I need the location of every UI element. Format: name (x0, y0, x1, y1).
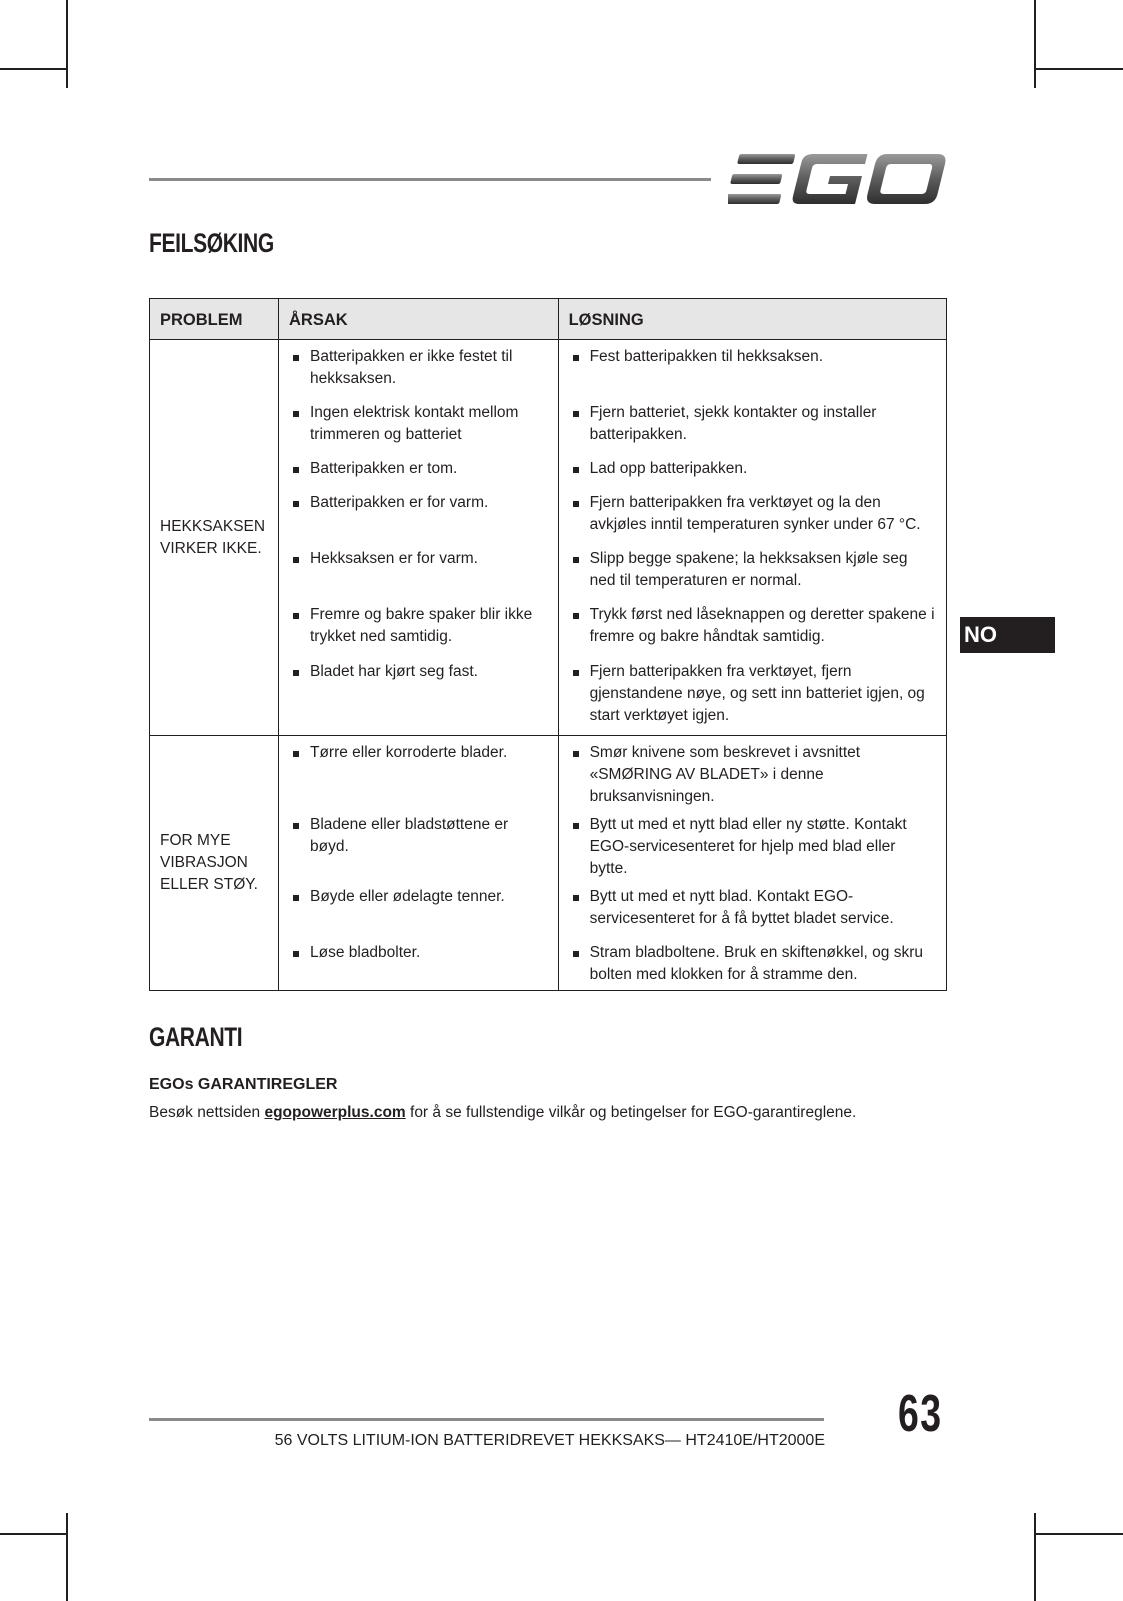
warranty-subtitle: EGOs GARANTIREGLER (149, 1076, 338, 1093)
solution-cell (558, 598, 946, 655)
solution-cell (558, 655, 946, 736)
crop-mark (66, 1513, 68, 1601)
solution-cell (558, 396, 946, 452)
cause-item: Tørre eller korroderte blader. (291, 742, 548, 764)
problem-line: VIBRASJON (160, 854, 248, 871)
cause-cell (278, 598, 558, 655)
cause-cell (278, 736, 558, 809)
cause-cell (278, 452, 558, 486)
crop-mark (66, 0, 68, 88)
solution-item: Slipp begge spakene; la hekksaksen kjøle seg ned til temperaturen er normal. (571, 548, 936, 592)
solution-item: Fjern batteripakken fra verktøyet og la den avkjøles inntil temperaturen synker under 67 °C. (571, 492, 936, 536)
troubleshooting-table (149, 298, 947, 991)
warranty-text-after: for å se fullstendige vilkår og betingelser for EGO-garantireglene. (405, 1104, 857, 1121)
solution-item: Smør knivene som beskrevet i avsnittet «SMØRING AV BLADET» i denne bruksanvisningen. (571, 742, 936, 808)
problem-cell (150, 340, 279, 736)
footer-product-title: 56 VOLTS LITIUM-ION BATTERIDREVET HEKKSAKS— HT2410E/HT2000E (274, 1432, 825, 1449)
cause-item: Batteripakken er ikke festet til hekksaksen. (291, 346, 548, 390)
problem-line: HEKKSAKSEN (160, 517, 266, 535)
cause-item: Hekksaksen er for varm. (291, 548, 548, 570)
cause-cell (278, 340, 558, 397)
cause-item: Bladene eller bladstøttene er bøyd. (291, 814, 548, 858)
solution-item: Trykk først ned låseknappen og deretter spakene i fremre og bakre håndtak samtidig. (571, 604, 936, 648)
cause-item: Bladet har kjørt seg fast. (291, 661, 548, 683)
language-tab: NO (960, 617, 1055, 653)
warranty-text-before: Besøk nettsiden (149, 1104, 265, 1121)
table-header-row (150, 299, 947, 340)
crop-mark (1034, 0, 1036, 88)
problem-cell (150, 736, 279, 991)
solution-cell (558, 452, 946, 486)
warranty-website-link[interactable]: egopowerplus.com (264, 1104, 406, 1121)
solution-item: Lad opp batteripakken. (571, 458, 936, 480)
cause-item: Batteripakken er for varm. (291, 492, 548, 514)
warranty-title: GARANTI (149, 1022, 243, 1052)
troubleshooting-title: FEILSØKING (149, 228, 274, 258)
ego-logo (728, 152, 948, 206)
cause-item: Ingen elektrisk kontakt mellom trimmeren og batteriet (291, 402, 548, 446)
cause-cell (278, 936, 558, 991)
problem-line: ELLER STØY. (160, 876, 258, 893)
cause-cell (278, 655, 558, 736)
cause-item: Batteripakken er tom. (291, 458, 548, 480)
cause-cell (278, 486, 558, 542)
cause-cell (278, 396, 558, 452)
solution-cell (558, 340, 946, 397)
solution-cell (558, 808, 946, 880)
crop-mark (0, 1533, 66, 1535)
solution-cell (558, 542, 946, 598)
solution-cell (558, 486, 946, 542)
solution-cell (558, 936, 946, 991)
solution-item: Bytt ut med et nytt blad eller ny støtte. Kontakt EGO-servicesenteret for hjelp med blad eller bytte. (571, 814, 936, 880)
solution-cell (558, 736, 946, 809)
cause-cell (278, 542, 558, 598)
cause-item: Fremre og bakre spaker blir ikke trykket ned samtidig. (291, 604, 548, 648)
cause-item: Bøyde eller ødelagte tenner. (291, 886, 548, 908)
solution-item: Stram bladboltene. Bruk en skiftenøkkel, og skru bolten med klokken for å stramme den. (571, 942, 936, 986)
crop-mark (1034, 1533, 1123, 1535)
column-header-problem: PROBLEM (150, 299, 279, 340)
header-rule (149, 178, 711, 181)
problem-line: FOR MYE (160, 832, 231, 849)
column-header-cause: ÅRSAK (278, 299, 558, 340)
cause-cell (278, 880, 558, 936)
solution-item: Fjern batteripakken fra verktøyet, fjern gjenstandene nøye, og sett inn batteriet igjen, og start verktøyet igjen. (571, 661, 936, 727)
solution-item: Bytt ut med et nytt blad. Kontakt EGO-servicesenteret for å få byttet bladet service. (571, 886, 936, 930)
crop-mark (1034, 68, 1123, 70)
crop-mark (0, 68, 66, 70)
solution-item: Fjern batteriet, sjekk kontakter og installer batteripakken. (571, 402, 936, 446)
problem-line: VIRKER IKKE. (160, 539, 262, 557)
page-number: 63 (898, 1385, 943, 1443)
warranty-text (149, 1104, 856, 1122)
cause-item: Løse bladbolter. (291, 942, 548, 964)
crop-mark (1034, 1513, 1036, 1601)
table-row (150, 340, 947, 397)
solution-item: Fest batteripakken til hekksaksen. (571, 346, 936, 368)
footer-rule (149, 1418, 824, 1421)
cause-cell (278, 808, 558, 880)
column-header-solution: LØSNING (558, 299, 946, 340)
table-row (150, 736, 947, 809)
solution-cell (558, 880, 946, 936)
